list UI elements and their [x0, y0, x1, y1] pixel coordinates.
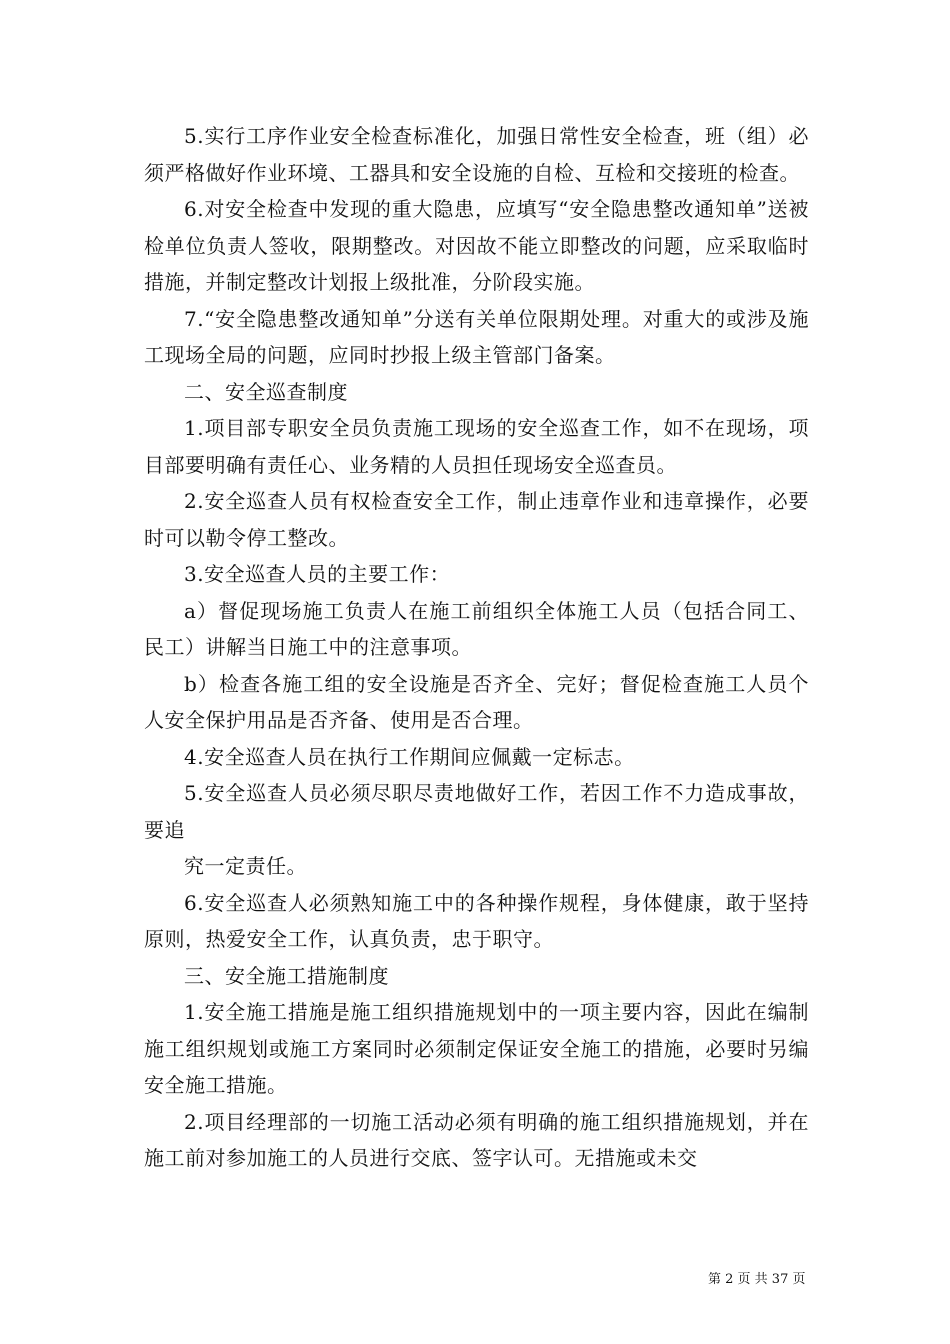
paragraph: 5.安全巡查人员必须尽职尽责地做好工作，若因工作不力造成事故，要追 — [144, 781, 809, 842]
section-heading: 三、安全施工措施制度 — [184, 963, 389, 988]
paragraph: 5.实行工序作业安全检查标准化，加强日常性安全检查，班（组）必须严格做好作业环境、工器具和安全设施的自检、互检和交接班的检查。 — [144, 124, 809, 185]
section-heading: 二、安全巡查制度 — [184, 379, 348, 404]
paragraph: 7.“安全隐患整改通知单”分送有关单位限期处理。对重大的或涉及施工现场全局的问题，应同时抄报上级主管部门备案。 — [144, 306, 809, 367]
paragraph: b）检查各施工组的安全设施是否齐全、完好；督促检查施工人员个人安全保护用品是否齐备、使用是否合理。 — [144, 671, 809, 732]
paragraph: 6.安全巡查人必须熟知施工中的各种操作规程，身体健康，敢于坚持原则，热爱安全工作，认真负责，忠于职守。 — [144, 890, 809, 951]
paragraph: 6.对安全检查中发现的重大隐患，应填写“安全隐患整改通知单”送被检单位负责人签收，限期整改。对因故不能立即整改的问题，应采取临时措施，并制定整改计划报上级批准，分阶段实施。 — [144, 197, 809, 294]
paragraph: 2.安全巡查人员有权检查安全工作，制止违章作业和违章操作，必要时可以勒令停工整改。 — [144, 489, 809, 550]
paragraph: 3.安全巡查人员的主要工作： — [184, 562, 451, 586]
document-body — [144, 118, 809, 1177]
paragraph: 1.项目部专职安全员负责施工现场的安全巡查工作，如不在现场，项目部要明确有责任心、业务精的人员担任现场安全巡查员。 — [144, 416, 809, 477]
paragraph: 究一定责任。 — [184, 854, 307, 878]
paragraph: 2.项目经理部的一切施工活动必须有明确的施工组织措施规划，并在施工前对参加施工的人员进行交底、签字认可。无措施或未交 — [144, 1109, 809, 1170]
page-number: 第 2 页 共 37 页 — [708, 1272, 806, 1287]
paragraph: 1.安全施工措施是施工组织措施规划中的一项主要内容，因此在编制施工组织规划或施工方案同时必须制定保证安全施工的措施，必要时另编安全施工措施。 — [144, 1000, 809, 1097]
paragraph: 4.安全巡查人员在执行工作期间应佩戴一定标志。 — [184, 744, 635, 769]
paragraph: a）督促现场施工负责人在施工前组织全体施工人员（包括合同工、民工）讲解当日施工中的注意事项。 — [144, 598, 809, 659]
